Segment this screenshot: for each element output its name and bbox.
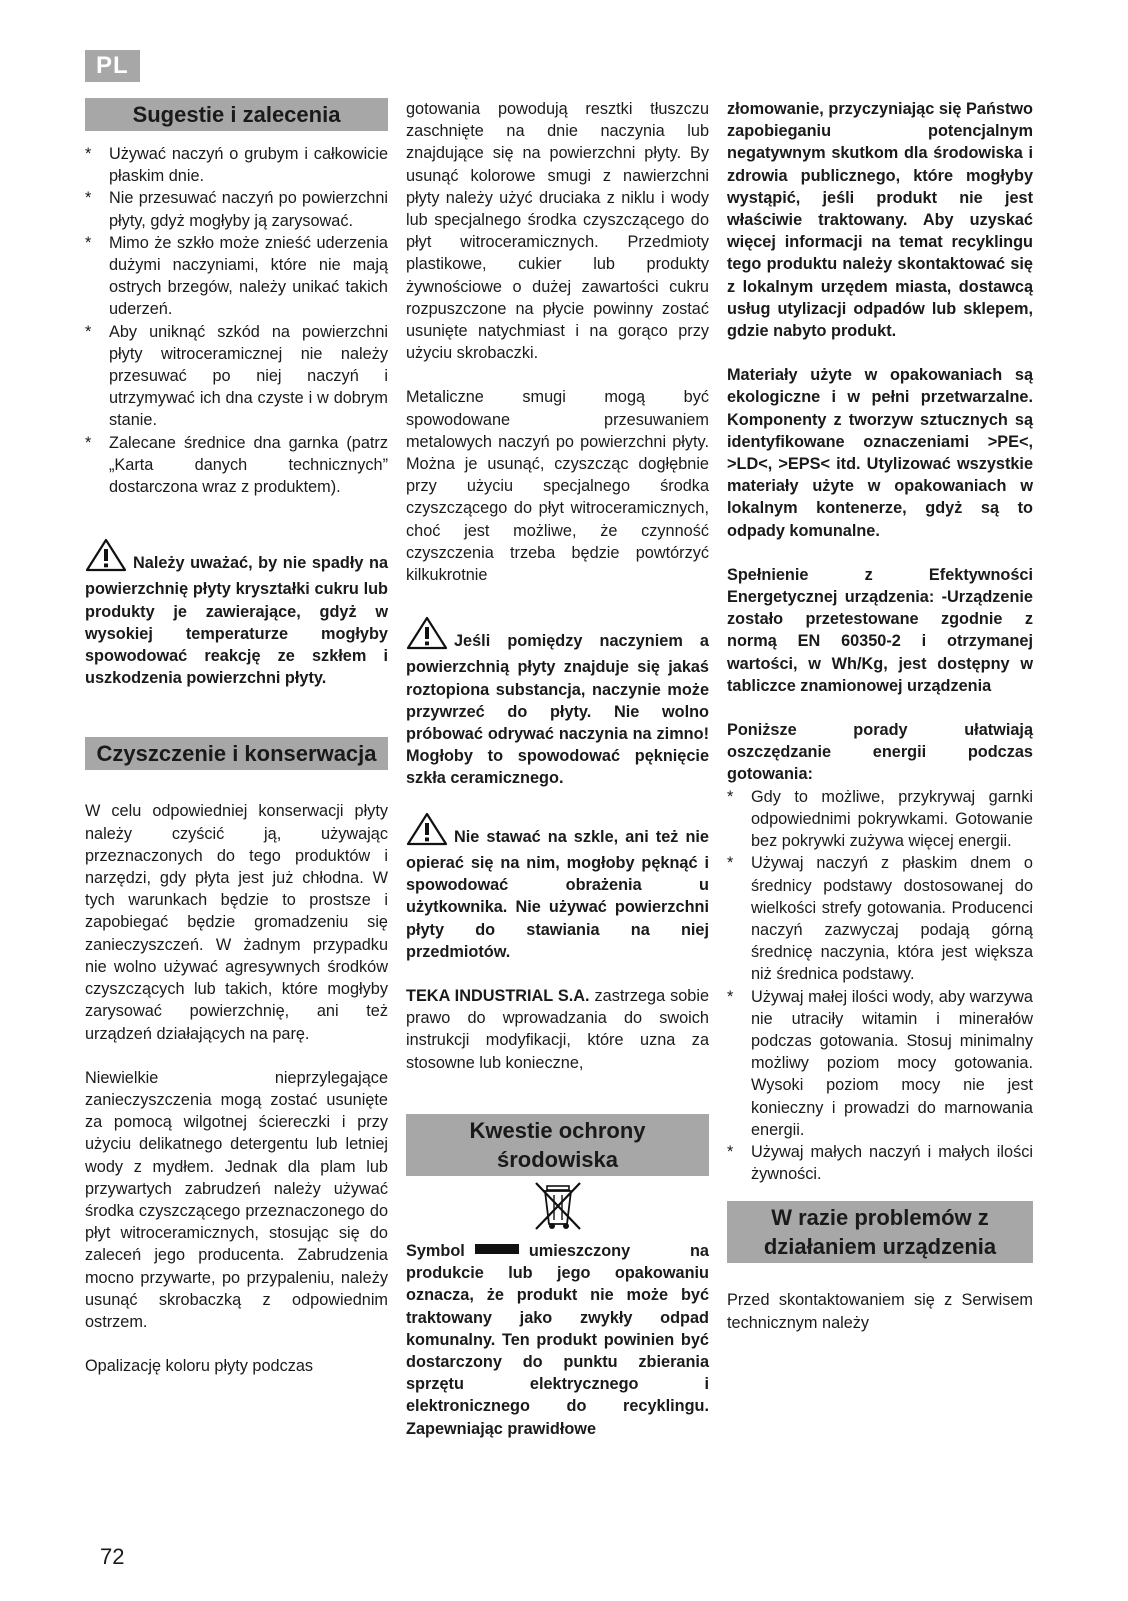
column-3 <box>727 98 1033 1334</box>
paragraph: złomowanie, przyczyniając się Państwo zapobieganiu potencjalnym negatywnym skutkom dla środowiska i zdrowia publicznego, które mogłyby wystąpić, jeśli produkt nie jest właściwie traktowany. Aby uzyskać więcej informacji na temat recyklingu tego produktu należy skontaktować się z lokalnym urzędem miasta, dostawcą usług utylizacji odpadów lub sklepem, gdzie nabyto produkt. <box>727 100 1033 341</box>
suggestions-list <box>85 143 388 498</box>
section-title-environment: Kwestie ochrony środowiska <box>406 1114 709 1176</box>
paragraph: Przed skontaktowaniem się z Serwisem technicznym należy <box>727 1291 1033 1332</box>
warning-triangle-icon <box>406 616 448 656</box>
list-item: * Używaj małej ilości wody, aby warzywa nie utraciły witamin i minerałów podczas gotowania. Stosuj minimalny możliwy poziom mocy gotowania. Wysoki poziom mocy nie jest konieczny i prowadzi do marnowania energii. <box>727 986 1033 1141</box>
section-title-suggestions: Sugestie i zalecenia <box>85 98 388 131</box>
list-item: * Zalecane średnice dna garnka (patrz „Karta danych technicznych” dostarczona wraz z produktem). <box>85 432 388 499</box>
warning-do-not-stand: Nie stawać na szkle, ani też nie opierać się na nim, mogłoby pęknąć i spowodować obrażenia u użytkownika. Nie używać powierzchni płyty do stawiania na niej przedmiotów. <box>406 812 709 963</box>
paragraph: Spełnienie z Efektywności Energetycznej urządzenia: -Urządzenie zostało przetestowane zgodnie z normą EN 60350-2 i otrzymanej wartości, w Wh/Kg, jest dostępny w tabliczce znamionowej urządzenia <box>727 565 1033 695</box>
warning-sugar: Należy uważać, by nie spadły na powierzchnię płyty kryształki cukru lub produkty je zawierające, gdyż w wysokiej temperaturze mogłyby spowodować reakcję ze szkłem i uszkodzenia powierzchni płyty. <box>85 538 388 689</box>
black-bar-symbol <box>475 1244 519 1254</box>
paragraph: gotowania powodują resztki tłuszczu zaschnięte na dnie naczynia lub znajdujące się na powierzchni płyty. By usunąć kolorowe smugi z nawierzchni płyty należy użyć druciaka z niklu i wody lub specjalnego środka czyszczącego do płyt witroceramicznych. Przedmioty plastikowe, cukier lub produkty żywnościowe o dużej zawartości cukru rozpuszczone na płycie powinny zostać usunięte natychmiast i na gorąco przy użyciu skrobaczki. <box>406 100 709 363</box>
paragraph: W celu odpowiedniej konserwacji płyty należy czyścić ją, używając przeznaczonych do tego produktów i narzędzi, gdy płyta jest już chłodna. W tych warunkach będzie to prostsze i zapobiegać będzie gromadzeniu się zanieczyszczeń. W żadnym przypadku nie wolno używać agresywnych środków czyszczących lub takich, które mogłyby zarysować powierzchnię, ani też urządzeń działających na parę. <box>85 802 388 1043</box>
list-item: * Używaj naczyń z płaskim dnem o średnicy podstawy dostosowanej do wielkości strefy gotowania. Producenci naczyń zazwyczaj podają górną średnicę naczynia, która jest większa niż średnica podstawy. <box>727 852 1033 985</box>
paragraph: Niewielkie nieprzylegające zanieczyszczenia mogą zostać usunięte za pomocą wilgotnej ściereczki i przy użyciu delikatnego detergentu lub letniej wody z mydłem. Jednak dla plam lub przywartych zabrudzeń należy używać środka czyszczącego przeznaczonego do płyt witroceramicznych, stosując się do zaleceń jego producenta. Zabrudzenia mocno przywarte, po przypaleniu, należy usunąć skrobaczką z odpowiednim ostrzem. <box>85 1068 388 1331</box>
list-item: * Mimo że szkło może znieść uderzenia dużymi naczyniami, które nie mają ostrych brzegów, należy unikać takich uderzeń. <box>85 232 388 321</box>
recycle-bin-crossed-icon <box>406 1180 709 1238</box>
list-item: * Gdy to możliwe, przykrywaj garnki odpowiednimi pokrywkami. Gotowanie bez pokrywki zużywa więcej energii. <box>727 786 1033 853</box>
warning-triangle-icon <box>406 812 448 852</box>
warning-triangle-icon <box>85 538 127 578</box>
warning-melted-substance: Jeśli pomiędzy naczyniem a powierzchnią płyty znajduje się jakaś roztopiona substancja, naczynie może przywrzeć do płyty. Nie wolno próbować odrywać naczynia na zimno! Mogłoby to spowodować pęknięcie szkła ceramicznego. <box>406 616 709 789</box>
paragraph: Materiały użyte w opakowaniach są ekologiczne i w pełni przetwarzalne. Komponenty z tworzyw sztucznych są identyfikowane oznaczeniami >PE<, >LD<, >EPS< itd. Utylizować wszystkie materiały użyte w opakowaniach w lokalnym kontenerze, gdyż są to odpady komunalne. <box>727 366 1033 540</box>
paragraph-symbol: Symbol umieszczony na produkcie lub jego opakowaniu oznacza, że produkt nie może być traktowany jako zwykły odpad komunalny. Ten produkt powinien być dostarczony do punktu zbierania sprzętu elektrycznego i elektronicznego do recyklingu. Zapewniając prawidłowe <box>406 1241 709 1438</box>
list-item: * Używaj małych naczyń i małych ilości żywności. <box>727 1141 1033 1185</box>
paragraph-teka: TEKA INDUSTRIAL S.A. zastrzega sobie prawo do wprowadzania do swoich instrukcji modyfikacji, które uzna za stosowne lub konieczne, <box>406 986 709 1072</box>
column-2 <box>406 98 709 1440</box>
section-title-problems: W razie problemów z działaniem urządzenia <box>727 1201 1033 1263</box>
paragraph: Metaliczne smugi mogą być spowodowane przesuwaniem metalowych naczyń po powierzchni płyty. Można je usunąć, czyszcząc dogłębnie przy użyciu specjalnego środka czyszczącego do płyt witroceramicznych, choć jest możliwe, że czynność czyszczenia trzeba będzie powtórzyć kilkukrotnie <box>406 388 709 585</box>
paragraph: Opalizację koloru płyty podczas <box>85 1357 314 1376</box>
column-1 <box>85 98 388 1377</box>
list-item: * Używać naczyń o grubym i całkowicie płaskim dnie. <box>85 143 388 187</box>
list-item: * Nie przesuwać naczyń po powierzchni płyty, gdyż mogłyby ją zarysować. <box>85 187 388 231</box>
page-number: 72 <box>100 1544 125 1569</box>
section-title-cleaning: Czyszczenie i konserwacja <box>85 737 388 770</box>
paragraph: Poniższe porady ułatwiają oszczędzanie energii podczas gotowania: <box>727 721 1033 784</box>
list-item: * Aby uniknąć szkód na powierzchni płyty witroceramicznej nie należy przesuwać po niej naczyń i utrzymywać ich dna czyste i w dobrym stanie. <box>85 321 388 432</box>
energy-tips-list <box>727 786 1033 1186</box>
language-tab: PL <box>85 50 140 82</box>
